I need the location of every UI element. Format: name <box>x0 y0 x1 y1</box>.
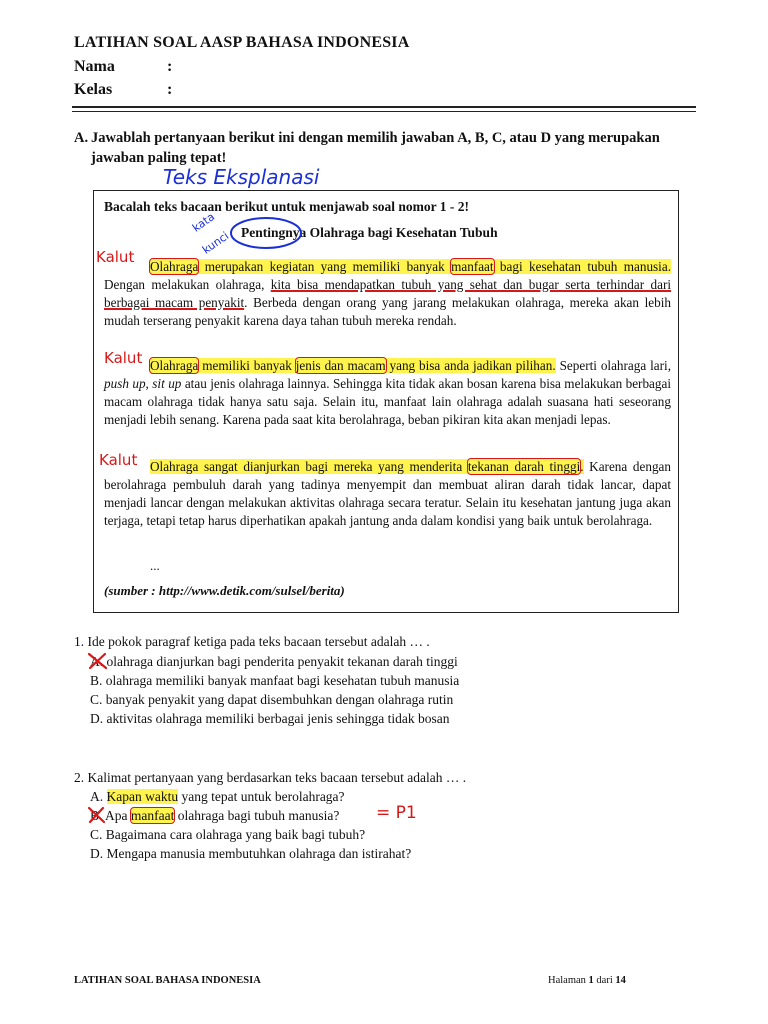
p2-text-a: Seperti olahraga lari, <box>555 358 671 373</box>
question-2-option-a[interactable] <box>90 789 345 805</box>
question-1-option-d[interactable] <box>90 711 450 727</box>
option-key-phrase: Kapan waktu <box>106 789 179 804</box>
option-key-phrase: manfaat <box>130 808 175 823</box>
title-circle-annotation <box>228 215 304 251</box>
section-number: A. <box>74 130 89 146</box>
page-mid: dari <box>593 975 616 986</box>
option-letter: A. <box>90 789 104 804</box>
handwritten-kalut-2: Kalut <box>104 349 143 367</box>
option-letter: D. <box>90 846 104 861</box>
class-label: Kelas <box>74 81 113 98</box>
p1-sentence-mid: merupakan kegiatan yang memiliki banyak <box>198 259 452 274</box>
option-text: yang tepat untuk berolahraga? <box>178 789 345 804</box>
option-text: Mengapa manusia membutuhkan olahraga dan istirahat? <box>106 846 412 861</box>
p2-italic-sit-up: sit up <box>152 376 182 391</box>
page-current: 1 <box>588 975 594 986</box>
p2-keyword: jenis dan macam <box>295 358 386 373</box>
page-total: 14 <box>615 975 626 986</box>
handwritten-kalut-1: Kalut <box>96 248 135 266</box>
option-text: Bagaimana cara olahraga yang baik bagi tubuh? <box>105 827 366 842</box>
answer-cross-mark-icon <box>86 805 108 825</box>
header-divider-thick <box>72 106 696 108</box>
paragraph-1 <box>104 258 671 330</box>
p2-text-d: atau jenis olahraga lainnya. Sehingga kita tidak akan bosan karena bisa melakukan berbagai macam olahraga tidak hanya satu saja. Selain itu, manfaat lain olahraga adalah suasana hati seseorang menjadi lebih senang. Karena pada saat kita berolahraga, beban pikiran kita akan menjadi lepas. <box>104 376 672 427</box>
p3-keyword: tekanan darah tinggi <box>467 459 581 474</box>
handwritten-genre-note: Teks Eksplanasi <box>163 165 320 189</box>
page-indicator <box>548 975 626 986</box>
answer-cross-mark-icon <box>86 651 110 671</box>
option-text: olahraga memiliki banyak manfaat bagi kesehatan tubuh manusia <box>105 673 460 688</box>
name-label: Nama <box>74 58 115 75</box>
question-1-option-c[interactable] <box>90 692 453 708</box>
handwritten-kunci-note: kunci <box>200 229 232 257</box>
page-prefix: Halaman <box>548 975 589 986</box>
class-colon: : <box>167 81 173 98</box>
article-title: Pentingnya Olahraga bagi Kesehatan Tubuh <box>241 225 498 240</box>
option-letter: A. <box>90 654 104 669</box>
name-colon: : <box>167 58 173 75</box>
option-letter: C. <box>90 692 103 707</box>
option-letter: B. <box>90 808 103 823</box>
option-text: olahraga bagi tubuh manusia? <box>174 808 340 823</box>
p2-main-word: Olahraga <box>150 358 199 373</box>
question-2-stem: 2. Kalimat pertanyaan yang berdasarkan teks bacaan tersebut adalah … . <box>74 770 467 785</box>
section-instruction <box>74 128 696 168</box>
section-instruction-text: Jawablah pertanyaan berikut ini dengan memilih jawaban A, B, C, atau D yang merupakan jawaban paling tepat! <box>91 130 660 166</box>
header-divider-thin <box>72 111 696 112</box>
option-letter: C. <box>90 827 103 842</box>
p1-text-b: . Berbeda dengan orang yang jarang melakukan olahraga, mereka akan lebih mudah terserang penyakit karena daya tahan tubuh mereka rendah. <box>104 295 671 328</box>
p2-sentence-mid: memiliki banyak <box>198 358 296 373</box>
question-1-option-b[interactable] <box>90 673 459 689</box>
document-title: LATIHAN SOAL AASP BAHASA INDONESIA <box>74 34 410 51</box>
question-2-option-c[interactable] <box>90 827 365 843</box>
handwritten-kalut-3: Kalut <box>99 451 138 469</box>
question-1-stem: 1. Ide pokok paragraf ketiga pada teks bacaan tersebut adalah … . <box>74 634 430 649</box>
p1-text-a: Dengan melakukan olahraga, <box>104 277 271 292</box>
p3-sentence-start: Olahraga sangat dianjurkan bagi mereka yang menderita <box>150 459 468 474</box>
paragraph-2 <box>104 357 671 429</box>
text-ellipsis: ... <box>150 558 160 573</box>
option-text: olahraga dianjurkan bagi penderita penyakit tekanan darah tinggi <box>106 654 458 669</box>
p1-main-word: Olahraga <box>150 259 199 274</box>
handwritten-kata-note: kata <box>190 210 218 235</box>
p2-text-c: , <box>145 376 153 391</box>
question-2-option-d[interactable] <box>90 846 411 862</box>
option-text: aktivitas olahraga memiliki berbagai jenis sehingga tidak bosan <box>106 711 450 726</box>
reading-instruction: Bacalah teks bacaan berikut untuk menjawab soal nomor 1 - 2! <box>104 199 470 214</box>
p1-underlined-text: kita bisa mendapatkan tubuh yang sehat dan bugar serta terhindar dari berbagai macam penyakit <box>104 277 671 310</box>
p2-italic-push-up: push up <box>104 376 146 391</box>
question-2-option-b[interactable] <box>90 808 339 824</box>
source-citation: (sumber : http://www.detik.com/sulsel/berita) <box>104 583 345 598</box>
option-text: banyak penyakit yang dapat disembuhkan dengan olahraga rutin <box>105 692 454 707</box>
option-letter: B. <box>90 673 103 688</box>
p1-sentence-end: bagi kesehatan tubuh manusia. <box>493 259 671 274</box>
option-letter: D. <box>90 711 104 726</box>
name-field-row <box>74 58 172 76</box>
p3-rest: Karena dengan berolahraga pembuluh darah yang tadinya menyempit dan membuat aliran darah tidak lancar, dapat menjadi lancar dengan melakukan aktivitas olahraga secara teratur. Selain itu kesehatan jantung juga akan terjaga, tetapi tetap harus diperhatikan apakah jantung anda dalam kondisi yang baik untuk berolahraga. <box>104 459 671 528</box>
p2-sentence-end: yang bisa anda jadikan pilihan. <box>385 358 556 373</box>
p3-sentence-end: . <box>580 459 584 474</box>
paragraph-3 <box>104 458 671 530</box>
handwritten-p1-note: = P1 <box>376 803 417 823</box>
question-1-option-a[interactable] <box>90 654 458 670</box>
p1-keyword: manfaat <box>451 259 494 274</box>
option-text-pre: Apa <box>105 808 131 823</box>
class-field-row <box>74 81 172 99</box>
footer-title: LATIHAN SOAL BAHASA INDONESIA <box>74 975 261 986</box>
